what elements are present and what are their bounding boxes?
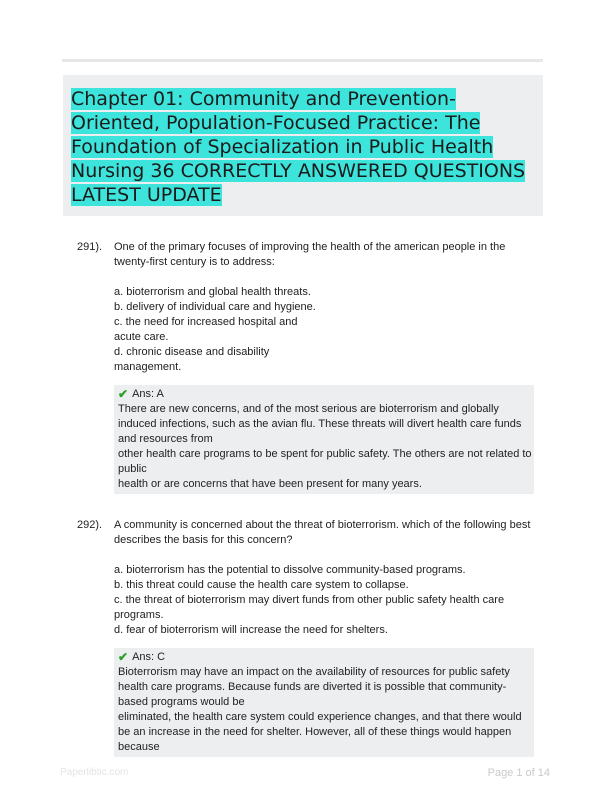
option-line: b. delivery of individual care and hygiene. <box>114 301 316 313</box>
option-line: c. the need for increased hospital and <box>114 316 298 328</box>
option-line: c. the threat of bioterrorism may divert funds from other public safety health care programs. <box>114 594 505 621</box>
answer-label: Ans: A <box>132 388 164 400</box>
answer-explanation: health or are concerns that have been present for many years. <box>118 478 422 490</box>
question-number: 291). <box>77 241 103 253</box>
checkmark-icon: ✔ <box>118 650 129 664</box>
answer-explanation: other health care programs to be spent for public safety. The others are not related to public <box>118 448 532 475</box>
answer-explanation: There are new concerns, and of the most serious are bioterrorism and globally induced infections, such as the avian flu. These threats will divert health care funds and resources from <box>118 403 522 445</box>
option-line: a. bioterrorism has the potential to dissolve community-based programs. <box>114 564 466 576</box>
footer-watermark: Paperlibtic.com <box>60 767 129 778</box>
option-line: acute care. <box>114 331 169 343</box>
question-stem: One of the primary focuses of improving the health of the american people in the twenty-first century is to address: <box>114 241 506 268</box>
answer-label: Ans: C <box>132 651 166 663</box>
answer-explanation: eliminated, the health care system could experience changes, and that there would be an increase in the need for shelter. However, all of these things would happen because <box>118 711 522 753</box>
option-line: b. this threat could cause the health care system to collapse. <box>114 579 409 591</box>
option-line: d. chronic disease and disability <box>114 346 270 358</box>
question-body <box>114 240 534 375</box>
answer-explanation: Bioterrorism may have an impact on the availability of resources for public safety health care programs. Because funds are diverted it is possible that community-based programs would be <box>118 666 510 708</box>
question-stem: A community is concerned about the threat of bioterrorism. which of the following best describes the basis for this concern? <box>114 519 531 546</box>
answer-header <box>118 650 534 665</box>
option-line: management. <box>114 361 182 373</box>
page-number: Page 1 of 14 <box>487 767 550 779</box>
checkmark-icon: ✔ <box>118 387 129 401</box>
question-number: 292). <box>77 519 103 531</box>
option-line: d. fear of bioterrorism will increase the need for shelters. <box>114 624 388 636</box>
answer-header <box>118 387 534 402</box>
top-divider <box>62 59 543 62</box>
page-title: Chapter 01: Community and Prevention-Oriented, Population-Focused Practice: The Foundation of Specialization in Public Health Nursing 36 CORRECTLY ANSWERED QUESTIONS LATEST UPDATE <box>71 88 526 206</box>
answer-panel <box>114 648 534 757</box>
option-line: a. bioterrorism and global health threats. <box>114 286 311 298</box>
answer-panel <box>114 385 534 494</box>
question-body <box>114 518 534 638</box>
